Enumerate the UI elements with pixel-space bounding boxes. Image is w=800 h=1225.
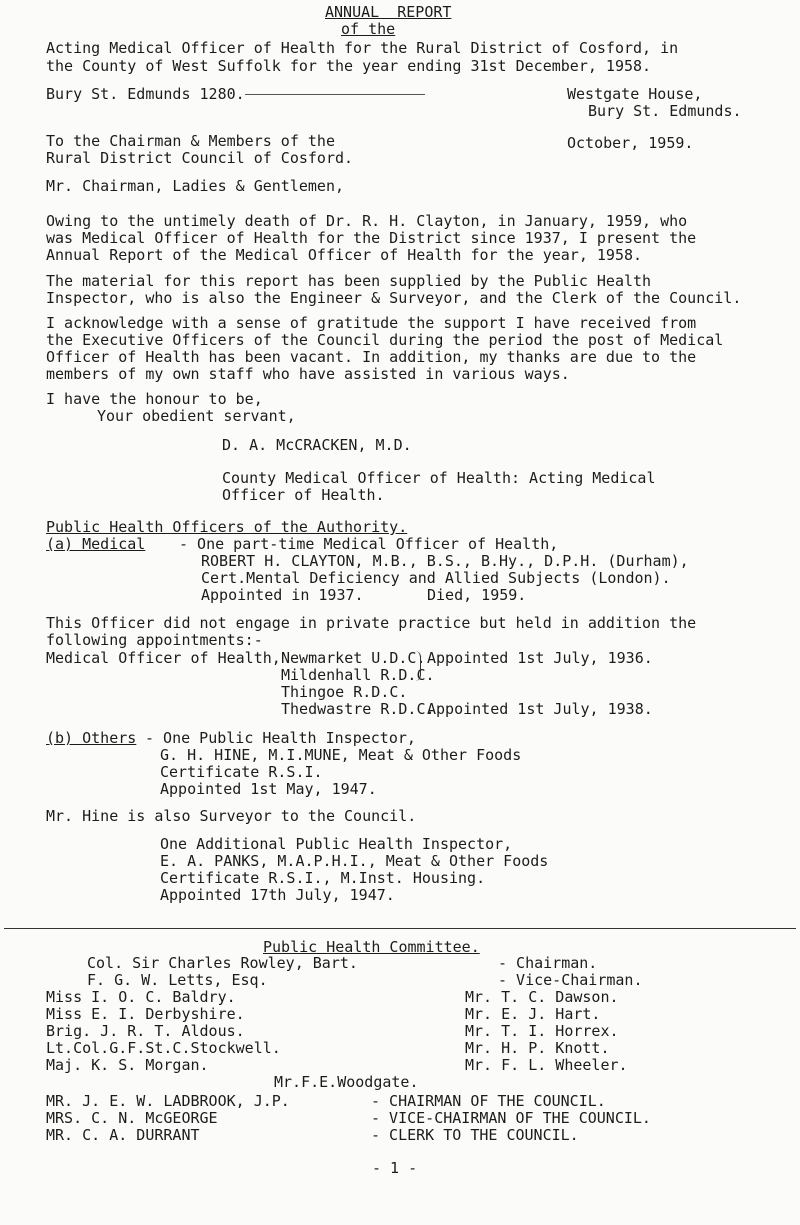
member-last: Mr.F.E.Woodgate. — [274, 1073, 419, 1091]
signature-title-line-2: Officer of Health. — [222, 486, 385, 504]
committee-chairman-name: Col. Sir Charles Rowley, Bart. — [87, 954, 358, 972]
appointments-lead: Medical Officer of Health, — [46, 649, 281, 667]
member-right-1: Mr. T. C. Dawson. — [465, 988, 619, 1006]
telephone: Bury St. Edmunds 1280. — [46, 85, 245, 103]
member-left-4: Lt.Col.G.F.St.C.Stockwell. — [46, 1039, 281, 1057]
medical-line-1: - One part-time Medical Officer of Health, — [179, 535, 559, 553]
hine-note: Mr. Hine is also Surveyor to the Council. — [46, 807, 417, 825]
page-number: - 1 - — [372, 1159, 418, 1177]
address-line-2: Bury St. Edmunds. — [588, 102, 742, 120]
member-right-4: Mr. H. P. Knott. — [465, 1039, 610, 1057]
paragraph-2-line-1: The material for this report has been supplied by the Public Health — [46, 272, 652, 290]
paragraph-3-line-4: members of my own staff who have assisted in various ways. — [46, 365, 570, 383]
paragraph-1-line-3: Annual Report of the Medical Officer of Health for the year, 1958. — [46, 246, 643, 264]
paragraph-3-line-1: I acknowledge with a sense of gratitude the support I have received from — [46, 314, 697, 332]
appointment-mildenhall: Mildenhall R.D.C. — [281, 666, 435, 684]
appointments-bracket — [413, 651, 421, 681]
medical-line-2: ROBERT H. CLAYTON, M.B., B.S., B.Hy., D.P.H. (Durham), — [201, 552, 689, 570]
appointed-1936: Appointed 1st July, 1936. — [427, 649, 653, 667]
committee-chairman-role: - Chairman. — [498, 954, 598, 972]
title-line-4: the County of West Suffolk for the year ending 31st December, 1958. — [46, 57, 652, 75]
medical-line-3: Cert.Mental Deficiency and Allied Subjects (London). — [201, 569, 671, 587]
member-right-5: Mr. F. L. Wheeler. — [465, 1056, 628, 1074]
council-officer-1-name: MR. J. E. W. LADBROOK, J.P. — [46, 1092, 290, 1110]
council-officer-2-role: - VICE-CHAIRMAN OF THE COUNCIL. — [371, 1109, 651, 1127]
appointment-newmarket: Newmarket U.D.C. — [281, 649, 426, 667]
member-right-3: Mr. T. I. Horrex. — [465, 1022, 619, 1040]
member-left-2: Miss E. I. Derbyshire. — [46, 1005, 245, 1023]
signature-title-line-1: County Medical Officer of Health: Acting Medical — [222, 469, 656, 487]
member-right-2: Mr. E. J. Hart. — [465, 1005, 601, 1023]
others-line-1: - One Public Health Inspector, — [145, 729, 416, 747]
recipient-line-2: Rural District Council of Cosford. — [46, 149, 354, 167]
appointment-thingoe: Thingoe R.D.C. — [281, 683, 408, 701]
salutation: Mr. Chairman, Ladies & Gentlemen, — [46, 177, 345, 195]
paragraph-2-line-2: Inspector, who is also the Engineer & Surveyor, and the Clerk of the Council. — [46, 289, 742, 307]
appointment-thedwastre: Thedwastre R.D.C. — [281, 700, 435, 718]
committee-heading: Public Health Committee. — [263, 938, 480, 956]
address-line-1: Westgate House, — [567, 85, 703, 103]
others-line-3: Certificate R.S.I. — [160, 763, 323, 781]
paragraph-1-line-1: Owing to the untimely death of Dr. R. H. Clayton, in January, 1959, who — [46, 212, 688, 230]
letter-date: October, 1959. — [567, 134, 694, 152]
recipient-line-1: To the Chairman & Members of the — [46, 132, 335, 150]
officers-heading: Public Health Officers of the Authority. — [46, 518, 408, 536]
paragraph-1-line-2: was Medical Officer of Health for the District since 1937, I present the — [46, 229, 697, 247]
committee-vice-name: F. G. W. Letts, Esq. — [87, 971, 268, 989]
closing-line-1: I have the honour to be, — [46, 390, 263, 408]
others-label: (b) Others — [46, 729, 137, 747]
appointed-1938: Appointed 1st July, 1938. — [427, 700, 653, 718]
others-line-4: Appointed 1st May, 1947. — [160, 780, 377, 798]
medical-label: (a) Medical — [46, 535, 146, 553]
practice-line-2: following appointments:- — [46, 631, 263, 649]
medical-appointed: Appointed in 1937. — [201, 586, 364, 604]
member-left-1: Miss I. O. C. Baldry. — [46, 988, 236, 1006]
practice-line-1: This Officer did not engage in private practice but held in addition the — [46, 614, 697, 632]
title-line-3: Acting Medical Officer of Health for the Rural District of Cosford, in — [46, 39, 679, 57]
section-divider — [4, 928, 796, 929]
member-left-3: Brig. J. R. T. Aldous. — [46, 1022, 245, 1040]
title-annual-report: ANNUAL REPORT — [325, 3, 452, 21]
council-officer-3-role: - CLERK TO THE COUNCIL. — [371, 1126, 579, 1144]
additional-line-2: E. A. PANKS, M.A.P.H.I., Meat & Other Foods — [160, 852, 549, 870]
medical-died: Died, 1959. — [427, 586, 527, 604]
additional-line-3: Certificate R.S.I., M.Inst. Housing. — [160, 869, 486, 887]
closing-line-2: Your obedient servant, — [97, 407, 296, 425]
paragraph-3-line-2: the Executive Officers of the Council during the period the post of Medical — [46, 331, 724, 349]
title-of-the: of the — [341, 20, 396, 38]
others-line-2: G. H. HINE, M.I.MUNE, Meat & Other Foods — [160, 746, 522, 764]
council-officer-3-name: MR. C. A. DURRANT — [46, 1126, 200, 1144]
council-officer-1-role: - CHAIRMAN OF THE COUNCIL. — [371, 1092, 606, 1110]
signature-name: D. A. McCRACKEN, M.D. — [222, 436, 412, 454]
paragraph-3-line-3: Officer of Health has been vacant. In addition, my thanks are due to the — [46, 348, 697, 366]
additional-line-1: One Additional Public Health Inspector, — [160, 835, 513, 853]
member-left-5: Maj. K. S. Morgan. — [46, 1056, 209, 1074]
council-officer-2-name: MRS. C. N. McGEORGE — [46, 1109, 218, 1127]
additional-line-4: Appointed 17th July, 1947. — [160, 886, 395, 904]
committee-vice-role: - Vice-Chairman. — [498, 971, 643, 989]
